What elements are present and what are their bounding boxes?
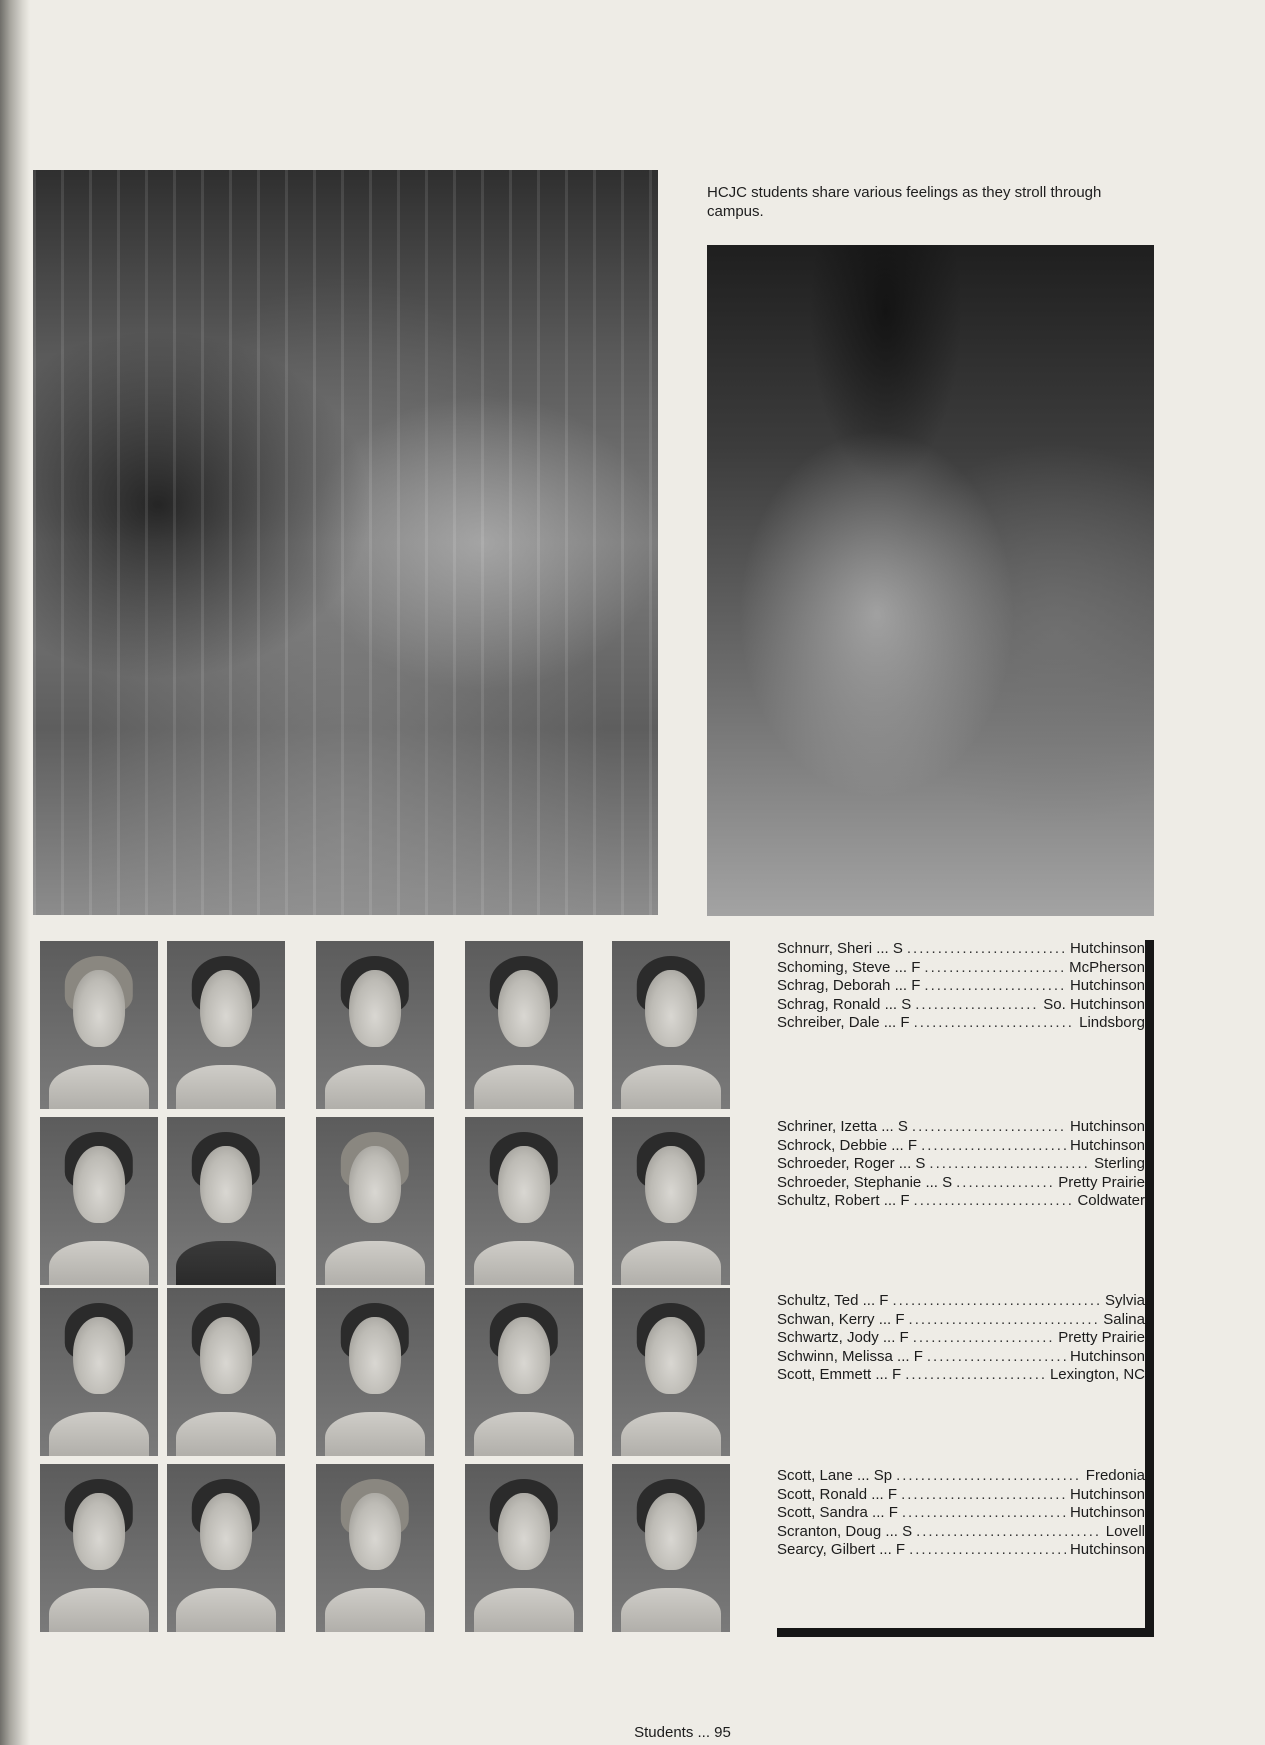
student-name: Schultz, Robert ... F bbox=[777, 1192, 910, 1209]
student-name: Schreiber, Dale ... F bbox=[777, 1014, 910, 1031]
portrait-head bbox=[73, 1146, 125, 1223]
student-hometown: Lindsborg bbox=[1079, 1014, 1145, 1031]
portrait-shoulders bbox=[474, 1588, 573, 1632]
student-hometown: Lexington, NC bbox=[1049, 1366, 1145, 1383]
student-hometown: Pretty Prairie bbox=[1058, 1173, 1145, 1191]
student-row bbox=[777, 940, 1145, 959]
portrait-head bbox=[498, 1317, 550, 1394]
student-portrait bbox=[465, 1464, 583, 1632]
student-name: Schultz, Ted ... F bbox=[777, 1292, 889, 1309]
portrait-shoulders bbox=[49, 1412, 148, 1456]
student-row bbox=[777, 1366, 1145, 1385]
student-hometown: Hutchinson bbox=[1069, 1136, 1145, 1154]
student-name: Schwan, Kerry ... F bbox=[777, 1310, 905, 1328]
portrait-shoulders bbox=[474, 1412, 573, 1456]
portrait-head bbox=[349, 1317, 401, 1394]
student-row bbox=[777, 1155, 1145, 1174]
dot-leader bbox=[956, 1174, 1054, 1193]
portrait-shoulders bbox=[621, 1065, 720, 1109]
portrait-head bbox=[349, 1493, 401, 1570]
student-row bbox=[777, 1118, 1145, 1137]
portrait-shoulders bbox=[474, 1241, 573, 1285]
portrait-shoulders bbox=[49, 1065, 148, 1109]
student-hometown: Hutchinson bbox=[1069, 1347, 1145, 1365]
dot-leader bbox=[929, 1155, 1090, 1174]
student-portrait bbox=[167, 1288, 285, 1456]
portrait-head bbox=[645, 1493, 697, 1570]
student-portrait bbox=[40, 941, 158, 1109]
student-portrait bbox=[40, 1288, 158, 1456]
page-binding-shadow bbox=[0, 0, 30, 1745]
portrait-head bbox=[200, 1146, 252, 1223]
portrait-shoulders bbox=[49, 1241, 148, 1285]
dot-leader bbox=[914, 1014, 1076, 1033]
dot-leader bbox=[907, 940, 1066, 959]
student-name: Scott, Sandra ... F bbox=[777, 1504, 898, 1521]
student-row bbox=[777, 996, 1145, 1015]
student-hometown: Hutchinson bbox=[1069, 1118, 1145, 1135]
student-row bbox=[777, 959, 1145, 978]
student-row bbox=[777, 1311, 1145, 1330]
portrait-head bbox=[200, 970, 252, 1047]
student-row bbox=[777, 1504, 1145, 1523]
dot-leader bbox=[905, 1366, 1046, 1385]
dot-leader bbox=[909, 1541, 1066, 1560]
student-row bbox=[777, 1014, 1145, 1033]
student-hometown: Lovell bbox=[1105, 1522, 1145, 1540]
dot-leader bbox=[902, 1504, 1066, 1523]
student-portrait bbox=[316, 941, 434, 1109]
dot-leader bbox=[901, 1486, 1066, 1505]
campus-stroll-photo-group bbox=[33, 170, 658, 915]
student-hometown: Sterling bbox=[1094, 1155, 1145, 1172]
campus-stroll-photo-pair bbox=[707, 245, 1154, 916]
dot-leader bbox=[915, 996, 1039, 1015]
name-group-3 bbox=[777, 1292, 1145, 1385]
dot-leader bbox=[913, 1329, 1055, 1348]
portrait-shoulders bbox=[176, 1588, 275, 1632]
student-hometown: Salina bbox=[1103, 1310, 1145, 1328]
portrait-shoulders bbox=[621, 1412, 720, 1456]
student-name: Searcy, Gilbert ... F bbox=[777, 1541, 906, 1558]
student-portrait bbox=[316, 1464, 434, 1632]
student-portrait bbox=[167, 1117, 285, 1285]
student-portrait bbox=[465, 941, 583, 1109]
student-hometown: Hutchinson bbox=[1069, 940, 1145, 957]
student-name: Scott, Lane ... Sp bbox=[777, 1467, 893, 1484]
portrait-head bbox=[200, 1317, 252, 1394]
dot-leader bbox=[927, 1348, 1066, 1367]
portrait-shoulders bbox=[176, 1065, 275, 1109]
student-row bbox=[777, 1137, 1145, 1156]
portrait-shoulders bbox=[176, 1241, 275, 1285]
dot-leader bbox=[912, 1118, 1066, 1137]
name-group-4 bbox=[777, 1467, 1145, 1560]
student-row bbox=[777, 1329, 1145, 1348]
student-hometown: Hutchinson bbox=[1069, 1485, 1145, 1503]
portrait-shoulders bbox=[325, 1412, 424, 1456]
portrait-shoulders bbox=[325, 1241, 424, 1285]
student-name: Schrag, Deborah ... F bbox=[777, 977, 921, 994]
page-footer: Students ... 95 bbox=[634, 1724, 731, 1741]
student-hometown: Coldwater bbox=[1077, 1192, 1145, 1209]
student-name: Schroeder, Stephanie ... S bbox=[777, 1173, 953, 1191]
student-portrait bbox=[612, 1464, 730, 1632]
portrait-shoulders bbox=[621, 1241, 720, 1285]
student-row bbox=[777, 1541, 1145, 1560]
dot-leader bbox=[896, 1467, 1082, 1486]
student-row bbox=[777, 1486, 1145, 1505]
portrait-head bbox=[200, 1493, 252, 1570]
portrait-head bbox=[645, 970, 697, 1047]
student-name: Schroeder, Roger ... S bbox=[777, 1155, 926, 1172]
portrait-head bbox=[645, 1146, 697, 1223]
portrait-head bbox=[73, 1493, 125, 1570]
name-group-2 bbox=[777, 1118, 1145, 1211]
portrait-shoulders bbox=[176, 1412, 275, 1456]
dot-leader bbox=[892, 1292, 1101, 1311]
student-row bbox=[777, 1348, 1145, 1367]
student-hometown: Hutchinson bbox=[1069, 1504, 1145, 1521]
student-row bbox=[777, 1292, 1145, 1311]
name-group-1 bbox=[777, 940, 1145, 1033]
portrait-head bbox=[349, 1146, 401, 1223]
student-row bbox=[777, 1523, 1145, 1542]
portrait-shoulders bbox=[49, 1588, 148, 1632]
student-hometown: McPherson bbox=[1069, 958, 1145, 976]
student-name: Scott, Ronald ... F bbox=[777, 1485, 898, 1503]
student-name: Schrock, Debbie ... F bbox=[777, 1136, 918, 1154]
student-row bbox=[777, 1174, 1145, 1193]
student-name: Scott, Emmett ... F bbox=[777, 1366, 902, 1383]
portrait-head bbox=[498, 1146, 550, 1223]
student-name: Schwinn, Melissa ... F bbox=[777, 1347, 923, 1365]
photo-caption: HCJC students share various feelings as they stroll through campus. bbox=[707, 184, 1102, 220]
student-name: Scranton, Doug ... S bbox=[777, 1522, 913, 1540]
portrait-head bbox=[73, 1317, 125, 1394]
student-portrait bbox=[612, 941, 730, 1109]
student-hometown: Fredonia bbox=[1085, 1467, 1145, 1484]
student-name: Schrag, Ronald ... S bbox=[777, 995, 912, 1013]
student-portrait bbox=[167, 941, 285, 1109]
portrait-shoulders bbox=[325, 1588, 424, 1632]
student-hometown: Hutchinson bbox=[1069, 1541, 1145, 1558]
portrait-shoulders bbox=[621, 1588, 720, 1632]
student-portrait bbox=[465, 1117, 583, 1285]
dot-leader bbox=[914, 1192, 1074, 1211]
portrait-shoulders bbox=[325, 1065, 424, 1109]
student-name: Schwartz, Jody ... F bbox=[777, 1329, 909, 1346]
dot-leader bbox=[924, 977, 1066, 996]
student-portrait bbox=[465, 1288, 583, 1456]
student-name-panel bbox=[777, 940, 1154, 1637]
student-row bbox=[777, 977, 1145, 996]
student-row bbox=[777, 1192, 1145, 1211]
student-name: Schoming, Steve ... F bbox=[777, 958, 921, 976]
student-portrait bbox=[612, 1288, 730, 1456]
student-row bbox=[777, 1467, 1145, 1486]
student-portrait bbox=[316, 1117, 434, 1285]
dot-leader bbox=[916, 1523, 1102, 1542]
student-portrait bbox=[40, 1117, 158, 1285]
dot-leader bbox=[921, 1137, 1066, 1156]
student-hometown: Sylvia bbox=[1104, 1292, 1145, 1309]
portrait-shoulders bbox=[474, 1065, 573, 1109]
student-name: Schnurr, Sheri ... S bbox=[777, 940, 903, 957]
portrait-head bbox=[498, 1493, 550, 1570]
portrait-head bbox=[645, 1317, 697, 1394]
portrait-head bbox=[349, 970, 401, 1047]
portrait-head bbox=[498, 970, 550, 1047]
student-hometown: So. Hutchinson bbox=[1043, 995, 1145, 1013]
dot-leader bbox=[909, 1311, 1100, 1330]
student-hometown: Pretty Prairie bbox=[1058, 1329, 1145, 1346]
student-name: Schriner, Izetta ... S bbox=[777, 1118, 908, 1135]
portrait-head bbox=[73, 970, 125, 1047]
student-hometown: Hutchinson bbox=[1069, 977, 1145, 994]
student-portrait bbox=[612, 1117, 730, 1285]
student-portrait bbox=[316, 1288, 434, 1456]
student-portrait bbox=[40, 1464, 158, 1632]
dot-leader bbox=[924, 959, 1065, 978]
student-portrait bbox=[167, 1464, 285, 1632]
